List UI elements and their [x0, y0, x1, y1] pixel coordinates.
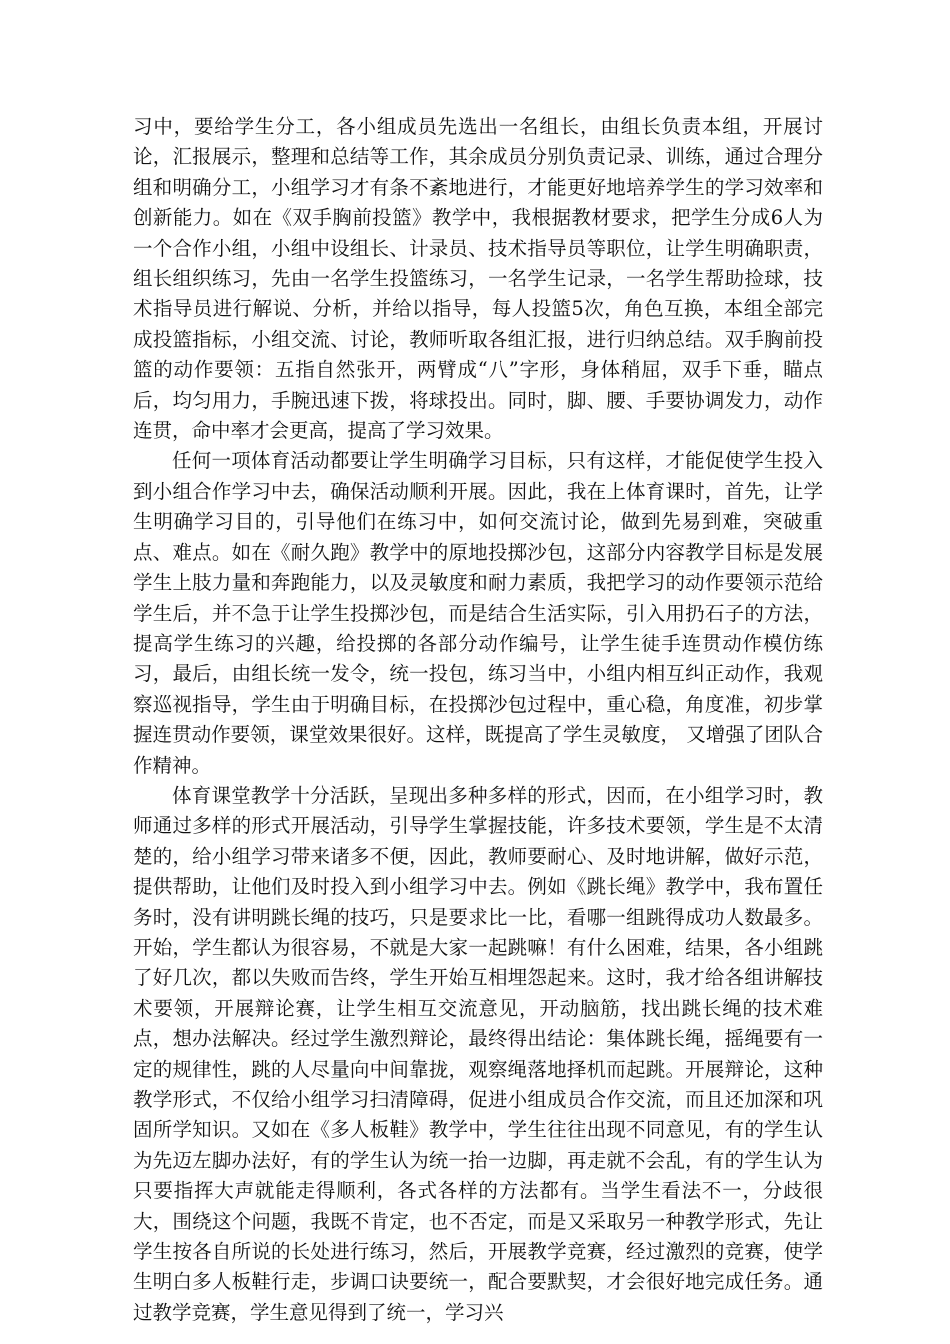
- paragraph: 体育课堂教学十分活跃，呈现出多种多样的形式，因而，在小组学习时，教师通过多样的形式开展活动，引导学生掌握技能，许多技术要领，学生是不太清楚的，给小组学习带来诸多不便，因此，教师要耐心、及时地讲解，做好示范，提供帮助，让他们及时投入到小组学习中去。例如《跳长绳》教学中，我布置任务时，没有讲明跳长绳的技巧，只是要求比一比，看哪一组跳得成功人数最多。开始，学生都认为很容易，不就是大家一起跳嘛！有什么困难，结果，各小组跳了好几次，都以失败而告终，学生开始互相埋怨起来。这时，我才给各组讲解技术要领，开展辩论赛，让学生相互交流意见，开动脑筋，找出跳长绳的技术难点，想办法解决。经过学生激烈辩论，最终得出结论：集体跳长绳，摇绳要有一定的规律性，跳的人尽量向中间靠拢，观察绳落地择机而起跳。开展辩论，这种教学形式，不仅给小组学习扫清障碍，促进小组成员合作交流，而且还加深和巩固所学知识。又如在《多人板鞋》教学中，学生往往出现不同意见，有的学生认为先迈左脚办法好，有的学生认为统一抬一边脚，再走就不会乱，有的学生认为只要指挥大声就能走得顺利，各式各样的方法都有。当学生看法不一，分歧很大，围绕这个问题，我既不肯定，也不否定，而是又采取另一种教学形式，先让学生按各自所说的长处进行练习，然后，开展教学竞赛，经过激烈的竞赛，使学生明白多人板鞋行走，步调口诀要统一，配合要默契，才会很好地完成任务。通过教学竞赛，学生意见得到了统一，学习兴: [133, 783, 823, 1324]
- document-body: [133, 112, 823, 1328]
- paragraph-continued: 习中，要给学生分工，各小组成员先选出一名组长，由组长负责本组，开展讨论，汇报展示，整理和总结等工作，其余成员分别负责记录、训练，通过合理分组和明确分工，小组学习才有条不紊地进行，才能更好地培养学生的学习效率和创新能力。如在《双手胸前投篮》教学中，我根据教材要求，把学生分成6人为一个合作小组，小组中设组长、计录员、技术指导员等职位，让学生明确职责，组长组织练习，先由一名学生投篮练习，一名学生记录，一名学生帮助捡球，技术指导员进行解说、分析，并给以指导，每人投篮5次，角色互换，本组全部完成投篮指标，小组交流、讨论，教师听取各组汇报，进行归纳总结。双手胸前投篮的动作要领：五指自然张开，两臂成“八”字形，身体稍屈，双手下垂，瞄点后，均匀用力，手腕迅速下拨，将球投出。同时，脚、腰、手要协调发力，动作连贯，命中率才会更高，提高了学习效果。: [133, 115, 823, 443]
- paragraph: 任何一项体育活动都要让学生明确学习目标，只有这样，才能促使学生投入到小组合作学习中去，确保活动顺利开展。因此，我在上体育课时，首先，让学生明确学习目的，引导他们在练习中，如何交流讨论，做到先易到难，突破重点、难点。如在《耐久跑》教学中的原地投掷沙包，这部分内容教学目标是发展学生上肢力量和奔跑能力，以及灵敏度和耐力素质，我把学习的动作要领示范给学生后，并不急于让学生投掷沙包，而是结合生活实际，引入用扔石子的方法，提高学生练习的兴趣，给投掷的各部分动作编号，让学生徒手连贯动作模仿练习，最后，由组长统一发令，统一投包，练习当中，小组内相互纠正动作，我观察巡视指导，学生由于明确目标，在投掷沙包过程中，重心稳，角度准，初步掌握连贯动作要领，课堂效果很好。这样，既提高了学生灵敏度， 又增强了团队合作精神。: [133, 449, 823, 777]
